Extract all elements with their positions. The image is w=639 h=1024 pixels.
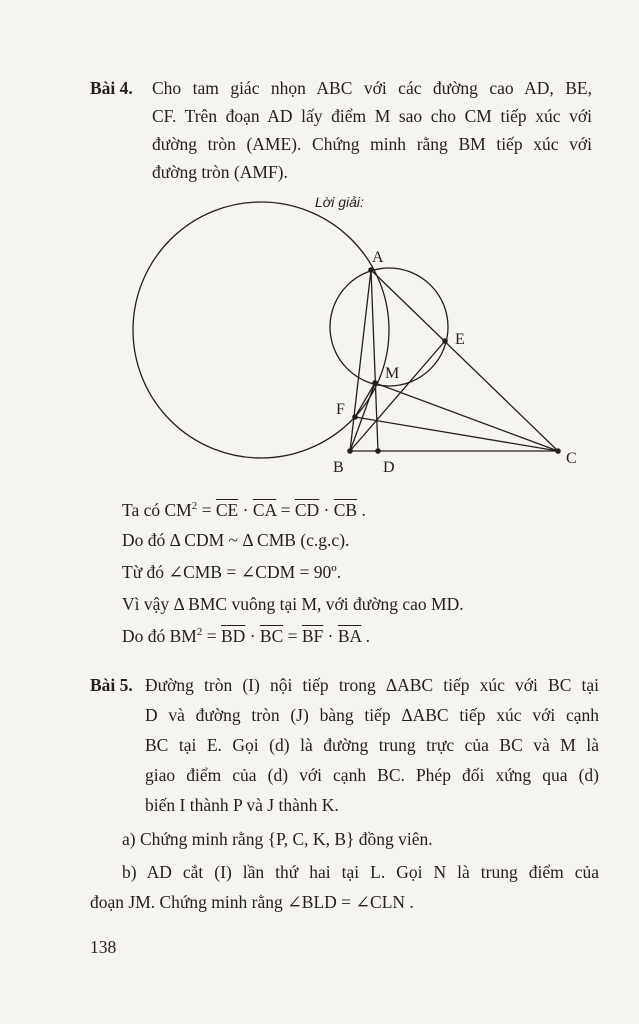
segment-be (350, 341, 445, 451)
solution-line-3: Từ đó ∠CMB = ∠CDM = 90º. (122, 562, 342, 582)
exercise-5-line: D và đường tròn (J) bàng tiếp ΔABC tiếp xúc với cạnh (145, 705, 599, 725)
label-m: M (385, 365, 400, 382)
exercise-5-part-b: b) AD cắt (I) lần thứ hai tại L. Gọi N là trung điểm của (122, 862, 599, 882)
exercise-4-line: đường tròn (AMF). (152, 162, 288, 182)
exercise-5-line: giao điểm của (d) với cạnh BC. Phép đối xứng qua (d) (145, 765, 599, 785)
exercise-5-part-b: đoạn JM. Chứng minh rằng ∠BLD = ∠CLN . (90, 892, 414, 912)
point-b (347, 448, 353, 454)
exercise-4-line: CF. Trên đoạn AD lấy điểm M sao cho CM tiếp xúc với (152, 106, 592, 126)
point-f (352, 414, 358, 420)
solution-line-4: Vì vậy Δ BMC vuông tại M, với đường cao MD. (122, 594, 464, 614)
exercise-4-line: đường tròn (AME). Chứng minh rằng BM tiếp xúc với (152, 134, 592, 154)
exercise-5-part-a: a) Chứng minh rằng {P, C, K, B} đồng viên. (122, 829, 433, 849)
exercise-4-line: Cho tam giác nhọn ABC với các đường cao AD, BE, (152, 78, 592, 98)
point-m (372, 380, 378, 386)
solution-line-5: Do đó $BM^2 = \overline{BD} \cdot \overline{BC} = \overline{BF} \cdot \overline{BA}$ . (122, 626, 370, 646)
point-a (368, 267, 374, 273)
label-e: E (455, 331, 465, 348)
solution-line-2: Do đó Δ CDM ~ Δ CMB (c.g.c). (122, 530, 350, 550)
segment-mc (375, 383, 558, 451)
exercise-5-line: Đường tròn (I) nội tiếp trong ΔABC tiếp xúc với BC tại (145, 675, 599, 695)
label-c: C (566, 450, 577, 467)
solution-heading: Lời giải: (315, 194, 364, 210)
circle-amf (133, 202, 389, 458)
point-e (442, 338, 448, 344)
label-f: F (336, 401, 345, 418)
exercise-5-label: Bài 5. (90, 675, 133, 695)
point-c (555, 448, 561, 454)
exercise-5-line: biến I thành P và J thành K. (145, 795, 339, 815)
label-a: A (372, 249, 384, 266)
label-d: D (383, 459, 395, 476)
exercise-5-line: BC tại E. Gọi (d) là đường trung trực của BC và M là (145, 735, 599, 755)
point-d (375, 448, 381, 454)
solution-line-1: Ta có $CM^2 = \overline{CE} \cdot \overline{CA} = \overline{CD} \cdot \overline{CB}$ . (122, 500, 366, 520)
page-number: 138 (90, 937, 117, 957)
label-b: B (333, 459, 344, 476)
exercise-4-label: Bài 4. (90, 78, 133, 98)
segment-ad (371, 270, 378, 451)
